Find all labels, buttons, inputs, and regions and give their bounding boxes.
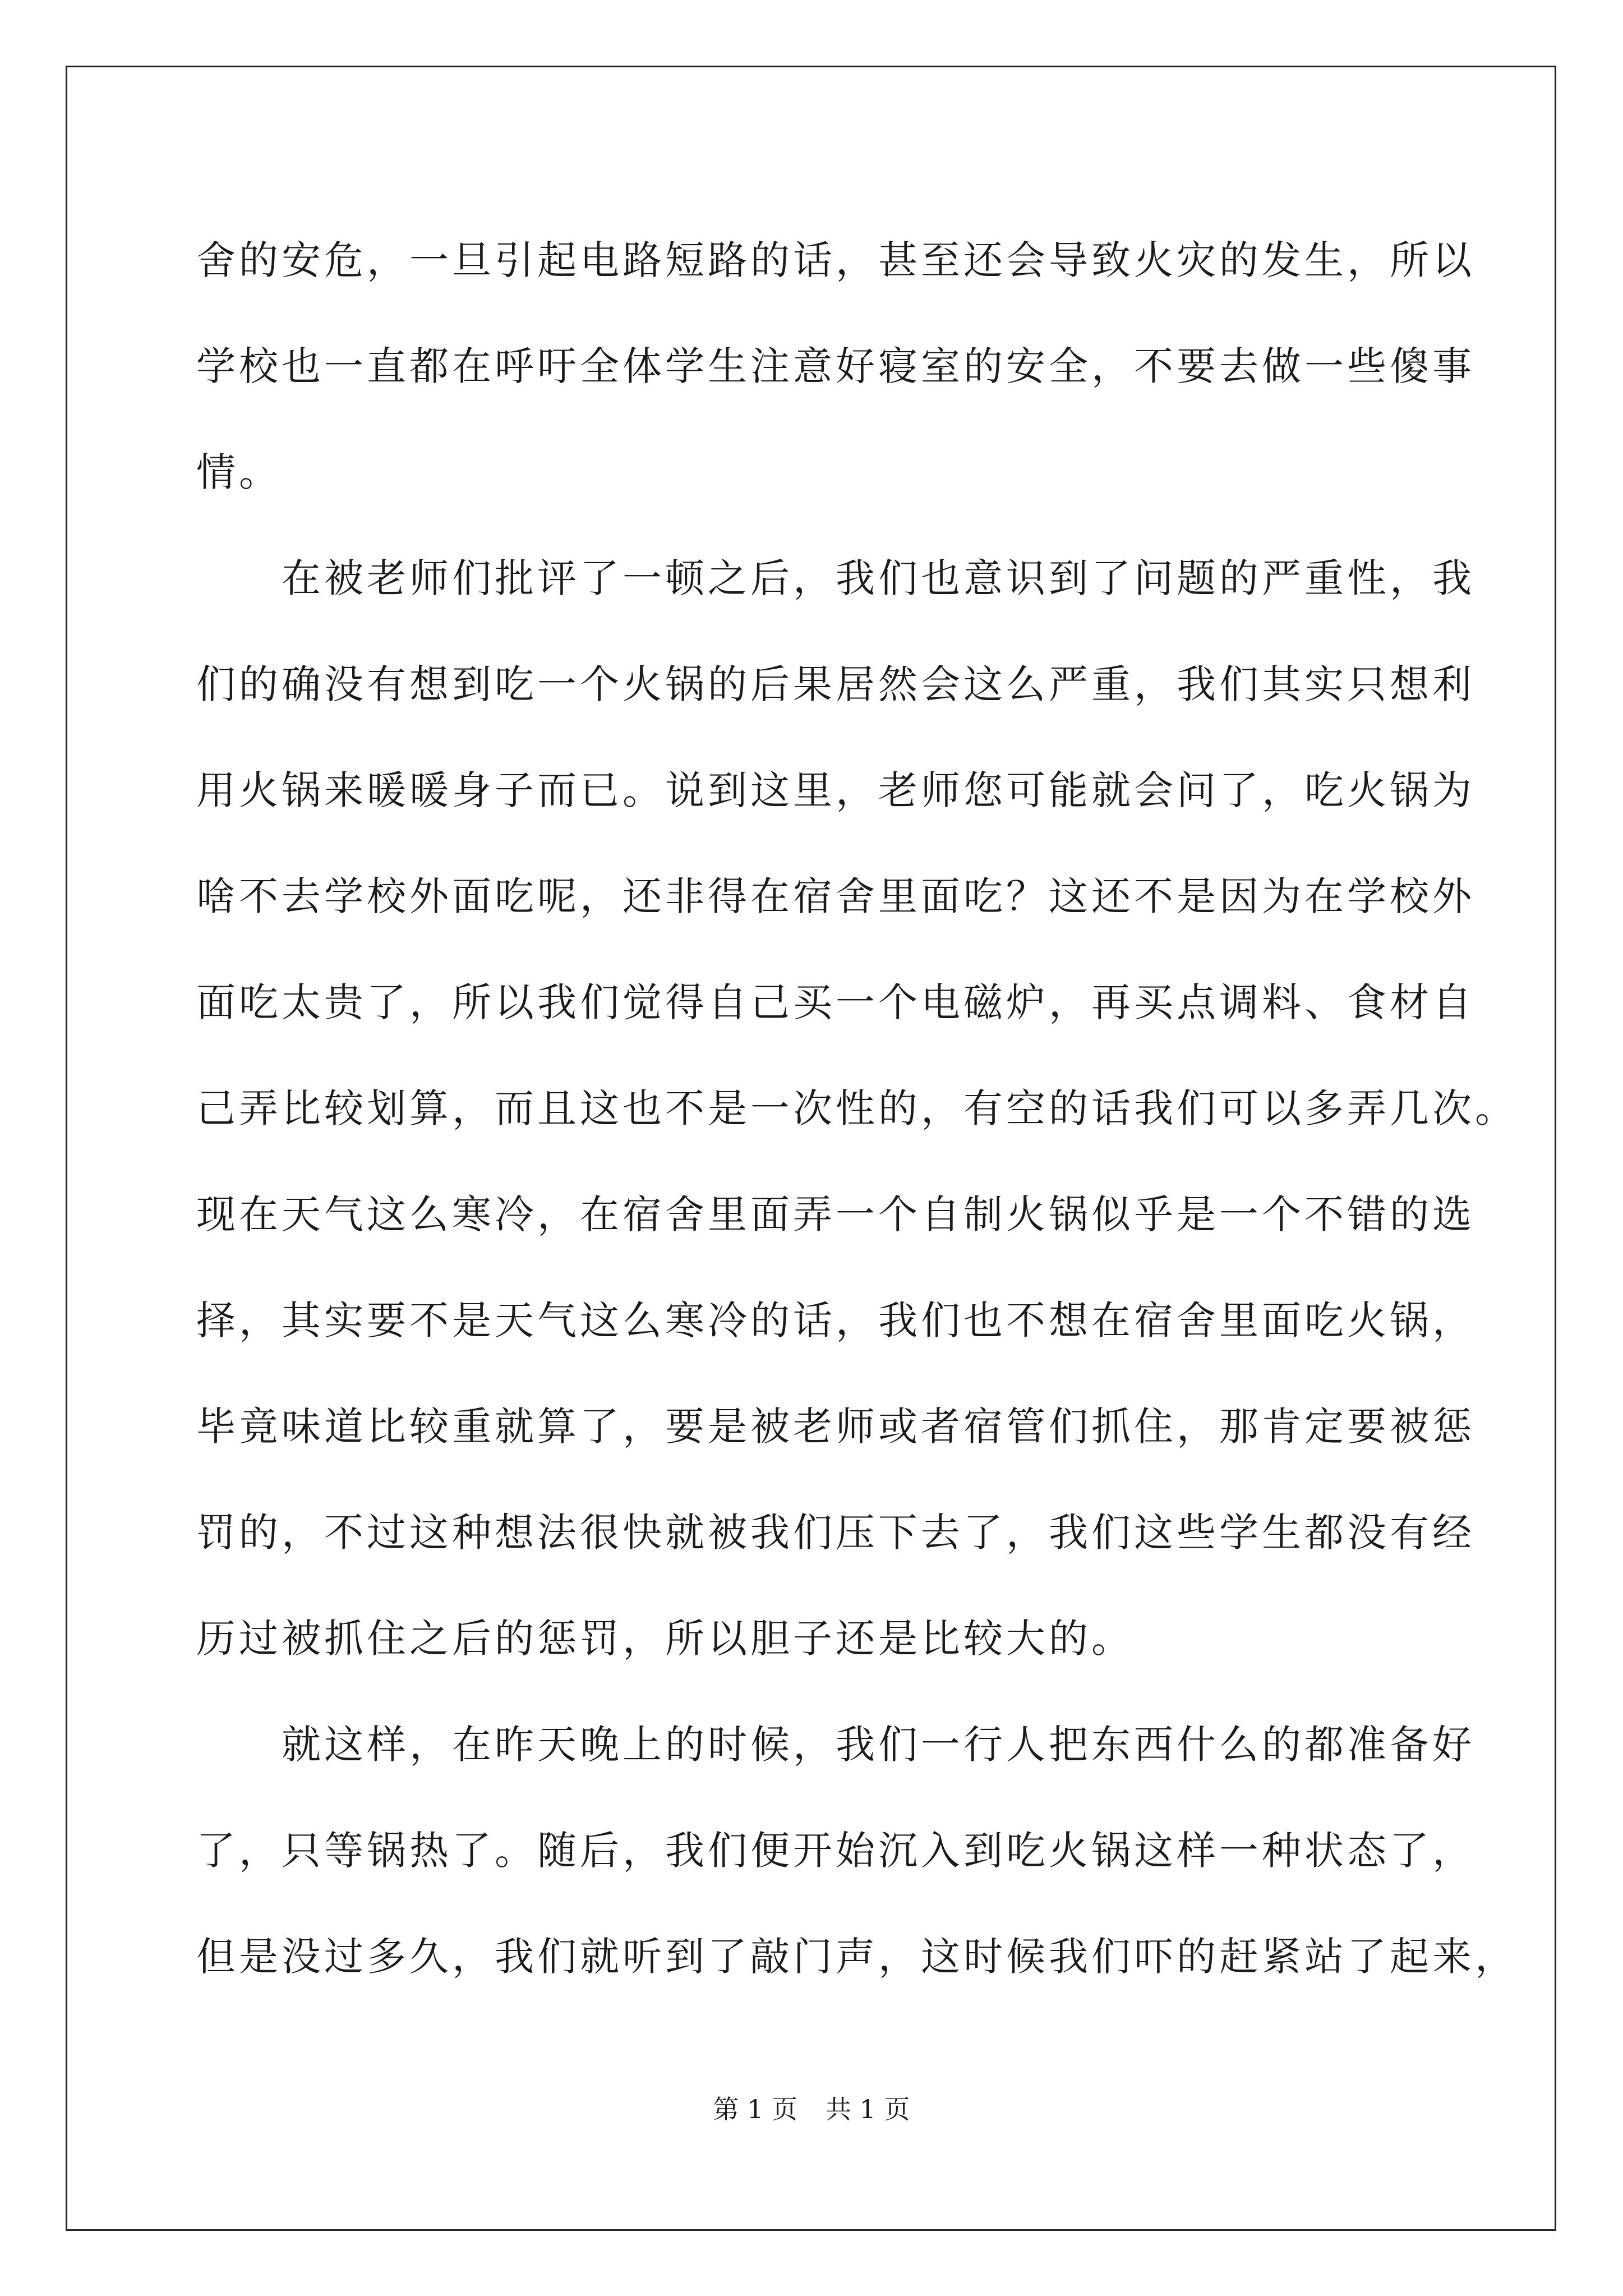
document-body bbox=[196, 208, 1518, 2010]
text-line: 啥不去学校外面吃呢，还非得在宿舍里面吃？这还不是因为在学校外 bbox=[196, 873, 1475, 919]
text-line: 了，只等锅热了。随后，我们便开始沉入到吃火锅这样一种状态了， bbox=[196, 1828, 1475, 1874]
page-number-total: 共 1 页 bbox=[826, 2094, 910, 2124]
text-line: 在被老师们批评了一顿之后，我们也意识到了问题的严重性，我 bbox=[196, 555, 1475, 601]
text-line: 现在天气这么寒冷，在宿舍里面弄一个自制火锅似乎是一个不错的选 bbox=[196, 1191, 1475, 1237]
text-line: 用火锅来暖暖身子而已。说到这里，老师您可能就会问了，吃火锅为 bbox=[196, 767, 1475, 813]
text-line: 学校也一直都在呼吁全体学生注意好寝室的安全，不要去做一些傻事 bbox=[196, 343, 1475, 389]
text-line: 舍的安危，一旦引起电路短路的话，甚至还会导致火灾的发生，所以 bbox=[196, 237, 1475, 283]
text-line: 择，其实要不是天气这么寒冷的话，我们也不想在宿舍里面吃火锅， bbox=[196, 1297, 1475, 1343]
text-line: 毕竟味道比较重就算了，要是被老师或者宿管们抓住，那肯定要被惩 bbox=[196, 1404, 1475, 1450]
text-line: 但是没过多久，我们就听到了敲门声，这时候我们吓的赶紧站了起来， bbox=[196, 1934, 1518, 1980]
text-line: 己弄比较划算，而且这也不是一次性的，有空的话我们可以多弄几次。 bbox=[196, 1085, 1518, 1131]
text-line: 情。 bbox=[196, 449, 282, 495]
page-number-current: 第 1 页 bbox=[713, 2094, 797, 2124]
text-line: 罚的，不过这种想法很快就被我们压下去了，我们这些学生都没有经 bbox=[196, 1510, 1475, 1556]
text-line: 就这样，在昨天晚上的时候，我们一行人把东西什么的都准备好 bbox=[196, 1722, 1475, 1768]
text-line: 们的确没有想到吃一个火锅的后果居然会这么严重，我们其实只想利 bbox=[196, 661, 1475, 707]
text-line: 历过被抓住之后的惩罚，所以胆子还是比较大的。 bbox=[196, 1616, 1134, 1662]
text-line: 面吃太贵了，所以我们觉得自己买一个电磁炉，再买点调料、食材自 bbox=[196, 979, 1475, 1025]
page-footer bbox=[0, 2092, 1623, 2126]
